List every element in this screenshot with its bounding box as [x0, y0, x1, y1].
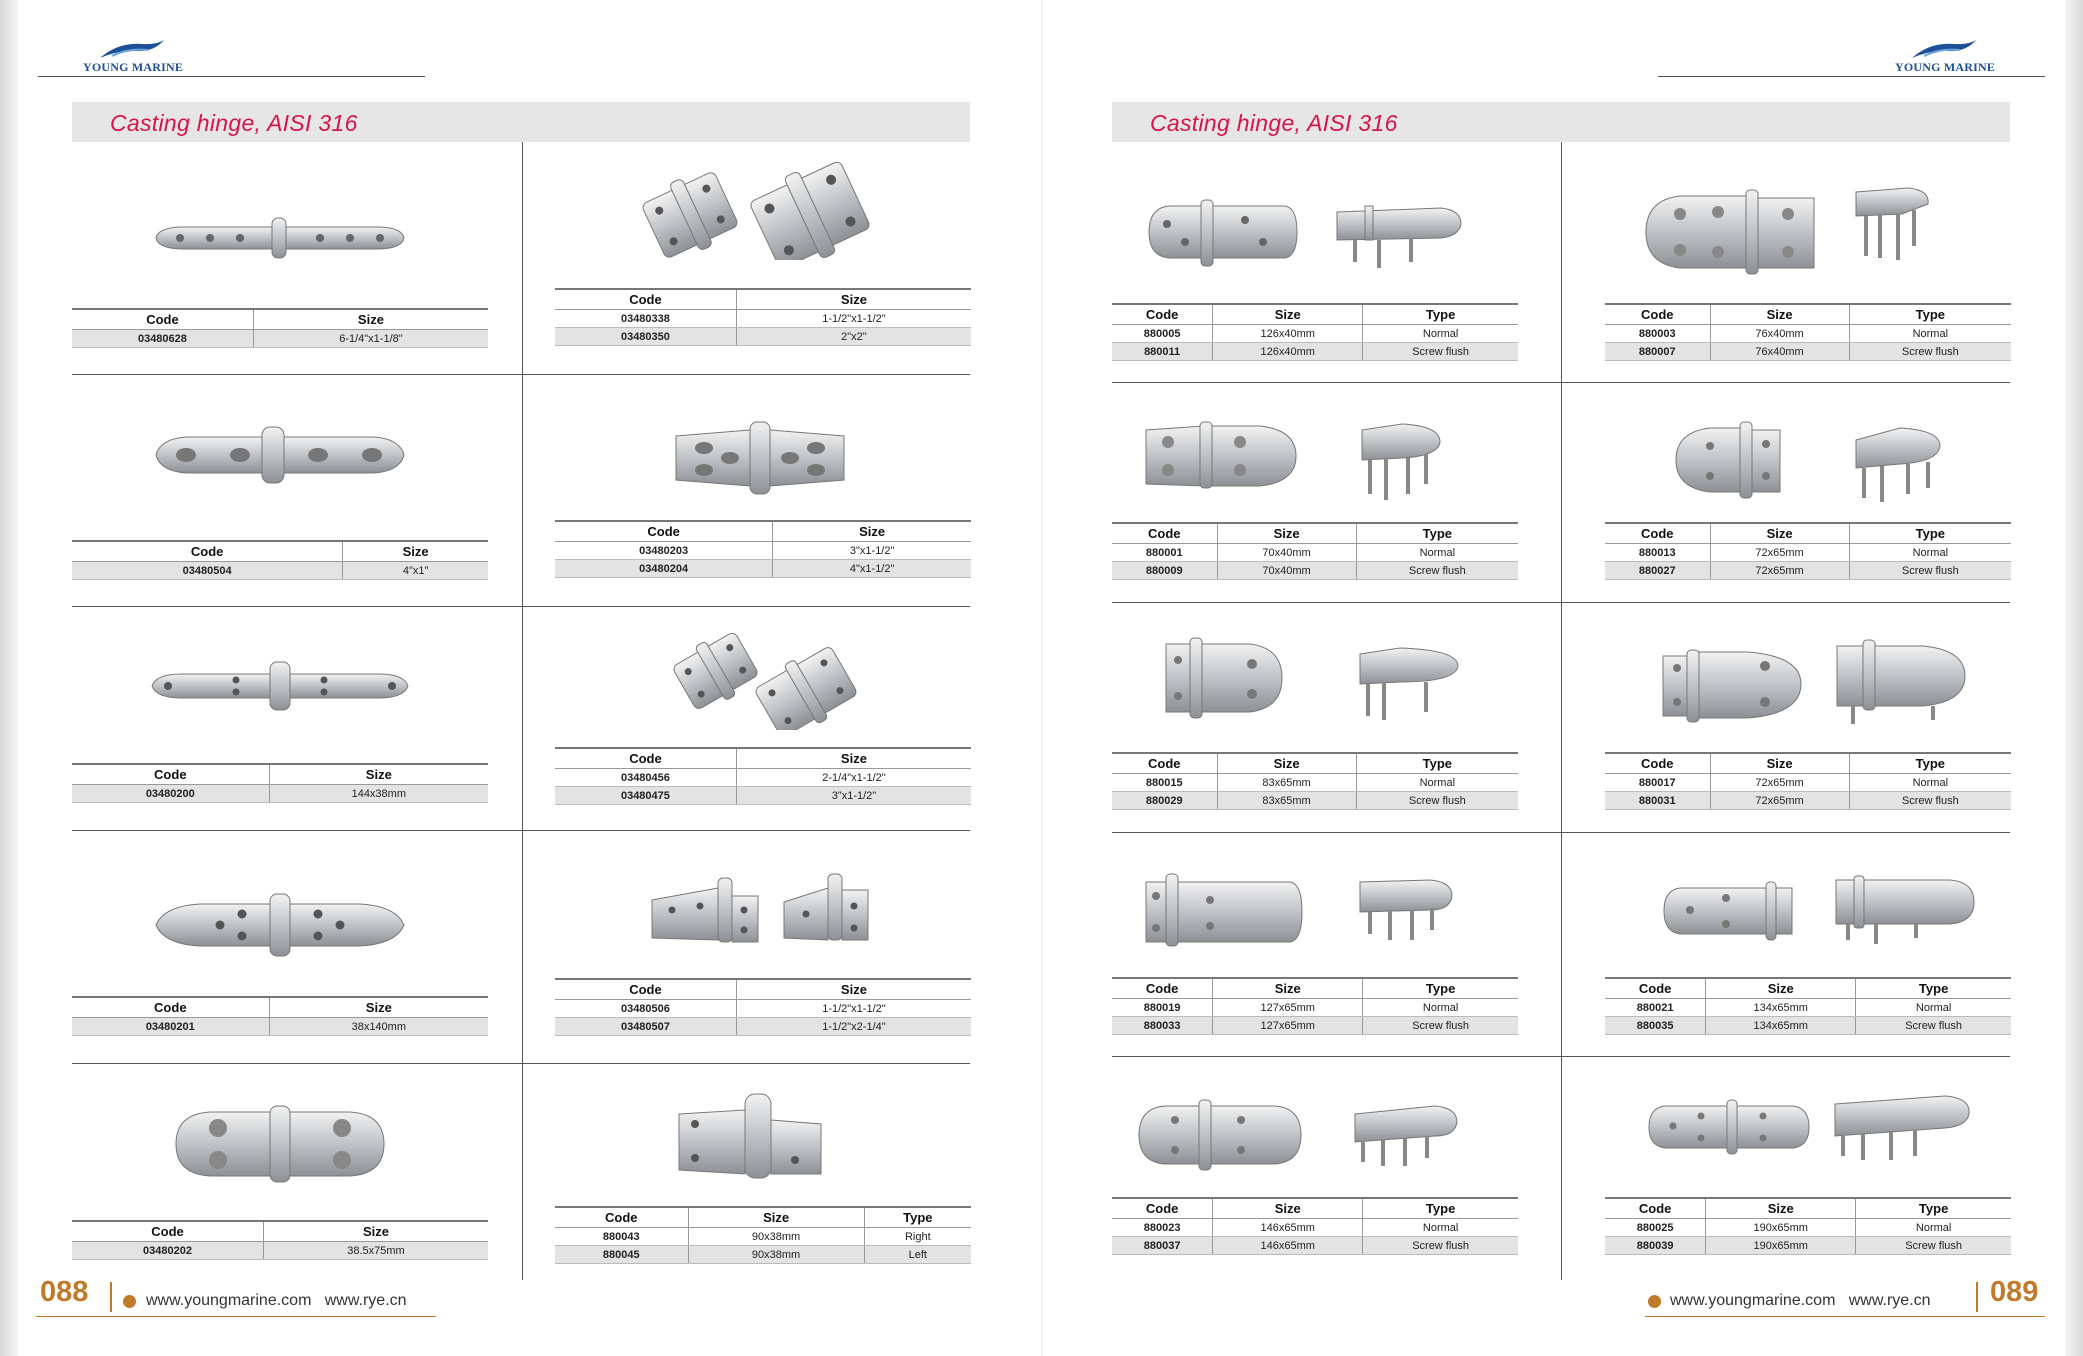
- round-hinge-pair-image: [1660, 874, 1980, 946]
- column-header: Size: [1710, 753, 1849, 774]
- website-link-right[interactable]: www.youngmarine.com www.rye.cn: [1670, 1292, 1931, 1309]
- type-cell: Normal: [1363, 325, 1518, 343]
- column-header: Code: [555, 1207, 688, 1228]
- code-cell: 880039: [1605, 1237, 1706, 1255]
- column-header: Size: [1213, 304, 1363, 325]
- type-cell: Screw flush: [1856, 1237, 2011, 1255]
- code-cell: 03480506: [555, 1000, 736, 1018]
- size-cell: 1-1/2"x2-1/4": [736, 1018, 971, 1036]
- code-cell: 880013: [1605, 544, 1710, 562]
- size-cell: 127x65mm: [1213, 999, 1363, 1017]
- size-cell: 134x65mm: [1706, 999, 1856, 1017]
- column-header: Code: [555, 748, 736, 769]
- code-cell: 880011: [1112, 343, 1213, 361]
- code-cell: 880035: [1605, 1017, 1706, 1035]
- page-gutter: [1041, 0, 1043, 1356]
- column-header: Code: [555, 521, 773, 542]
- code-cell: 880003: [1605, 325, 1710, 343]
- size-cell: 76x40mm: [1710, 325, 1849, 343]
- row-divider: [1112, 832, 2010, 833]
- type-cell: Normal: [1363, 999, 1518, 1017]
- section-title: Casting hinge, AISI 316: [1150, 110, 1398, 136]
- header-rule-left: [38, 76, 425, 77]
- column-header: Type: [1356, 753, 1518, 774]
- column-header: Size: [253, 309, 488, 330]
- column-header: Size: [1217, 523, 1356, 544]
- square-hinge-pair-image: [665, 630, 865, 730]
- code-cell: 880019: [1112, 999, 1213, 1017]
- spec-table: [555, 978, 971, 1036]
- size-cell: 190x65mm: [1706, 1237, 1856, 1255]
- header-rule-right: [1658, 76, 2045, 77]
- column-header: Size: [1213, 1198, 1363, 1219]
- row-divider: [72, 606, 970, 607]
- type-cell: Right: [864, 1228, 971, 1246]
- spec-table: [1605, 1197, 2011, 1255]
- wave-logo-icon: [1910, 38, 1980, 60]
- type-cell: Normal: [1356, 544, 1518, 562]
- spec-table: [1605, 303, 2011, 361]
- round-hinge-pair-image: [1140, 410, 1480, 510]
- size-cell: 1-1/2"x1-1/2": [736, 1000, 971, 1018]
- square-hinge-pair-image: [630, 160, 890, 260]
- column-divider-right: [1561, 142, 1562, 1280]
- size-cell: 2-1/4"x1-1/2": [736, 769, 971, 787]
- size-cell: 38.5x75mm: [263, 1242, 488, 1260]
- round-hinge-pair-image: [1135, 1094, 1485, 1174]
- size-cell: 70x40mm: [1217, 562, 1356, 580]
- type-cell: Normal: [1856, 1219, 2011, 1237]
- type-cell: Normal: [1849, 325, 2011, 343]
- type-cell: Screw flush: [1363, 1237, 1518, 1255]
- type-cell: Normal: [1363, 1219, 1518, 1237]
- spec-table: [555, 1206, 971, 1264]
- type-cell: Screw flush: [1363, 1017, 1518, 1035]
- size-cell: 3"x1-1/2": [773, 542, 971, 560]
- globe-icon: [1648, 1295, 1661, 1308]
- size-cell: 3"x1-1/2": [736, 787, 971, 805]
- offset-hinge-pair-image: [648, 870, 884, 950]
- code-cell: 03480475: [555, 787, 736, 805]
- brand-name: YOUNG MARINE: [82, 60, 184, 74]
- column-header: Size: [736, 289, 971, 310]
- page-number-right: 089: [1990, 1276, 2039, 1308]
- code-cell: 03480338: [555, 310, 736, 328]
- brand-logo-right: [1880, 38, 2010, 74]
- column-header: Size: [736, 979, 971, 1000]
- column-header: Type: [1363, 304, 1518, 325]
- type-cell: Normal: [1849, 774, 2011, 792]
- size-cell: 83x65mm: [1217, 774, 1356, 792]
- row-divider: [72, 374, 970, 375]
- code-cell: 880031: [1605, 792, 1710, 810]
- column-header: Code: [1605, 523, 1710, 544]
- website-link-left[interactable]: www.youngmarine.com www.rye.cn: [146, 1292, 407, 1309]
- code-cell: 880027: [1605, 562, 1710, 580]
- page-number-left: 088: [40, 1276, 89, 1308]
- size-cell: 83x65mm: [1217, 792, 1356, 810]
- globe-icon: [123, 1295, 136, 1308]
- type-cell: Screw flush: [1849, 792, 2011, 810]
- spec-table: [72, 308, 488, 348]
- round-hinge-pair-image: [1140, 870, 1480, 950]
- code-cell: 880029: [1112, 792, 1217, 810]
- column-header: Type: [1356, 523, 1518, 544]
- column-header: Type: [1856, 978, 2011, 999]
- size-cell: 72x65mm: [1710, 562, 1849, 580]
- column-header: Size: [1706, 978, 1856, 999]
- footer-rule-right: [1645, 1316, 2045, 1317]
- code-cell: 880001: [1112, 544, 1217, 562]
- column-header: Size: [1217, 753, 1356, 774]
- code-cell: 880043: [555, 1228, 688, 1246]
- butt-hinge-image: [670, 420, 850, 496]
- column-header: Size: [263, 1221, 488, 1242]
- code-cell: 880033: [1112, 1017, 1213, 1035]
- spec-table: [72, 1220, 488, 1260]
- code-cell: 03480201: [72, 1018, 269, 1036]
- size-cell: 90x38mm: [688, 1246, 864, 1264]
- column-header: Type: [1363, 1198, 1518, 1219]
- column-header: Size: [1710, 304, 1849, 325]
- size-cell: 1-1/2"x1-1/2": [736, 310, 971, 328]
- column-header: Code: [1605, 304, 1710, 325]
- type-cell: Screw flush: [1849, 343, 2011, 361]
- type-cell: Screw flush: [1356, 562, 1518, 580]
- code-cell: 880007: [1605, 343, 1710, 361]
- spec-table: [555, 288, 971, 346]
- brand-name: YOUNG MARINE: [1894, 60, 1996, 74]
- size-cell: 126x40mm: [1213, 343, 1363, 361]
- code-cell: 880023: [1112, 1219, 1213, 1237]
- column-header: Size: [343, 541, 488, 562]
- size-cell: 4"x1-1/2": [773, 560, 971, 578]
- code-cell: 03480203: [555, 542, 773, 560]
- spec-table: [1605, 977, 2011, 1035]
- column-header: Size: [269, 997, 488, 1018]
- column-header: Code: [72, 997, 269, 1018]
- spec-table: [1112, 1197, 1518, 1255]
- code-cell: 880017: [1605, 774, 1710, 792]
- size-cell: 146x65mm: [1213, 1219, 1363, 1237]
- column-divider-left: [522, 142, 523, 1280]
- size-cell: 90x38mm: [688, 1228, 864, 1246]
- wave-logo-icon: [98, 38, 168, 60]
- column-header: Code: [72, 309, 253, 330]
- round-hinge-pair-image: [1640, 184, 1970, 280]
- column-header: Code: [1112, 978, 1213, 999]
- row-divider: [1112, 602, 2010, 603]
- round-hinge-pair-image: [1670, 418, 1960, 508]
- column-header: Size: [1706, 1198, 1856, 1219]
- type-cell: Normal: [1849, 544, 2011, 562]
- code-cell: 03480504: [72, 562, 343, 580]
- spec-table: [1112, 522, 1518, 580]
- size-cell: 6-1/4"x1-1/8": [253, 330, 488, 348]
- size-cell: 4"x1": [343, 562, 488, 580]
- size-cell: 146x65mm: [1213, 1237, 1363, 1255]
- size-cell: 134x65mm: [1706, 1017, 1856, 1035]
- size-cell: 72x65mm: [1710, 792, 1849, 810]
- code-cell: 880015: [1112, 774, 1217, 792]
- size-cell: 2"x2": [736, 328, 971, 346]
- code-cell: 880025: [1605, 1219, 1706, 1237]
- column-header: Code: [72, 764, 269, 785]
- round-hinge-pair-image: [1655, 636, 1975, 730]
- type-cell: Normal: [1856, 999, 2011, 1017]
- column-header: Code: [1605, 753, 1710, 774]
- spec-table: [1112, 977, 1518, 1035]
- page-edge-left: [0, 0, 18, 1356]
- spec-table: [1605, 752, 2011, 810]
- code-cell: 03480628: [72, 330, 253, 348]
- size-cell: 126x40mm: [1213, 325, 1363, 343]
- section-title-bar-right: [1112, 102, 2010, 142]
- code-cell: 03480200: [72, 785, 269, 803]
- size-cell: 190x65mm: [1706, 1219, 1856, 1237]
- type-cell: Screw flush: [1356, 792, 1518, 810]
- strap-hinge-image: [150, 210, 410, 266]
- column-header: Code: [555, 979, 736, 1000]
- type-cell: Screw flush: [1363, 343, 1518, 361]
- column-header: Code: [1605, 1198, 1706, 1219]
- type-cell: Left: [864, 1246, 971, 1264]
- column-header: Type: [864, 1207, 971, 1228]
- column-header: Type: [1363, 978, 1518, 999]
- code-cell: 03480204: [555, 560, 773, 578]
- column-header: Size: [736, 748, 971, 769]
- code-cell: 880037: [1112, 1237, 1213, 1255]
- code-cell: 03480350: [555, 328, 736, 346]
- code-cell: 03480202: [72, 1242, 263, 1260]
- brand-logo-left: [68, 38, 198, 74]
- row-divider: [1112, 1056, 2010, 1057]
- size-cell: 76x40mm: [1710, 343, 1849, 361]
- size-cell: 38x140mm: [269, 1018, 488, 1036]
- spec-table: [555, 747, 971, 805]
- column-header: Type: [1856, 1198, 2011, 1219]
- column-header: Code: [72, 1221, 263, 1242]
- type-cell: Screw flush: [1849, 562, 2011, 580]
- spec-table: [1112, 752, 1518, 810]
- row-divider: [1112, 382, 2010, 383]
- code-cell: 03480456: [555, 769, 736, 787]
- code-cell: 880045: [555, 1246, 688, 1264]
- column-header: Type: [1849, 753, 2011, 774]
- oval-hinge-image: [170, 1104, 390, 1184]
- strap-hinge-image: [148, 660, 412, 712]
- footer-divider: [1976, 1282, 1978, 1312]
- column-header: Size: [1710, 523, 1849, 544]
- page-edge-right: [2065, 0, 2083, 1356]
- code-cell: 880009: [1112, 562, 1217, 580]
- footer-rule-left: [36, 1316, 436, 1317]
- column-header: Type: [1849, 523, 2011, 544]
- section-title: Casting hinge, AISI 316: [110, 110, 358, 136]
- column-header: Code: [1112, 1198, 1213, 1219]
- code-cell: 880021: [1605, 999, 1706, 1017]
- strap-hinge-image: [150, 890, 410, 960]
- column-header: Code: [72, 541, 343, 562]
- column-header: Size: [1213, 978, 1363, 999]
- lift-off-hinge-image: [675, 1090, 825, 1180]
- size-cell: 72x65mm: [1710, 774, 1849, 792]
- column-header: Type: [1849, 304, 2011, 325]
- spec-table: [555, 520, 971, 578]
- round-hinge-pair-image: [1160, 636, 1480, 728]
- row-divider: [72, 1063, 970, 1064]
- spec-table: [1112, 303, 1518, 361]
- spec-table: [72, 540, 488, 580]
- footer-divider: [110, 1282, 112, 1312]
- size-cell: 144x38mm: [269, 785, 488, 803]
- size-cell: 70x40mm: [1217, 544, 1356, 562]
- code-cell: 880005: [1112, 325, 1213, 343]
- size-cell: 127x65mm: [1213, 1017, 1363, 1035]
- column-header: Code: [1112, 304, 1213, 325]
- code-cell: 03480507: [555, 1018, 736, 1036]
- section-title-bar-left: [72, 102, 970, 142]
- spec-table: [1605, 522, 2011, 580]
- column-header: Code: [1112, 523, 1217, 544]
- column-header: Size: [773, 521, 971, 542]
- row-divider: [72, 830, 970, 831]
- column-header: Code: [555, 289, 736, 310]
- round-hinge-pair-image: [1645, 1090, 1975, 1170]
- type-cell: Normal: [1356, 774, 1518, 792]
- spec-table: [72, 996, 488, 1036]
- spec-table: [72, 763, 488, 803]
- column-header: Size: [688, 1207, 864, 1228]
- butt-hinge-image: [150, 425, 410, 485]
- type-cell: Screw flush: [1856, 1017, 2011, 1035]
- column-header: Code: [1112, 753, 1217, 774]
- column-header: Size: [269, 764, 488, 785]
- column-header: Code: [1605, 978, 1706, 999]
- round-hinge-pair-image: [1145, 196, 1485, 272]
- size-cell: 72x65mm: [1710, 544, 1849, 562]
